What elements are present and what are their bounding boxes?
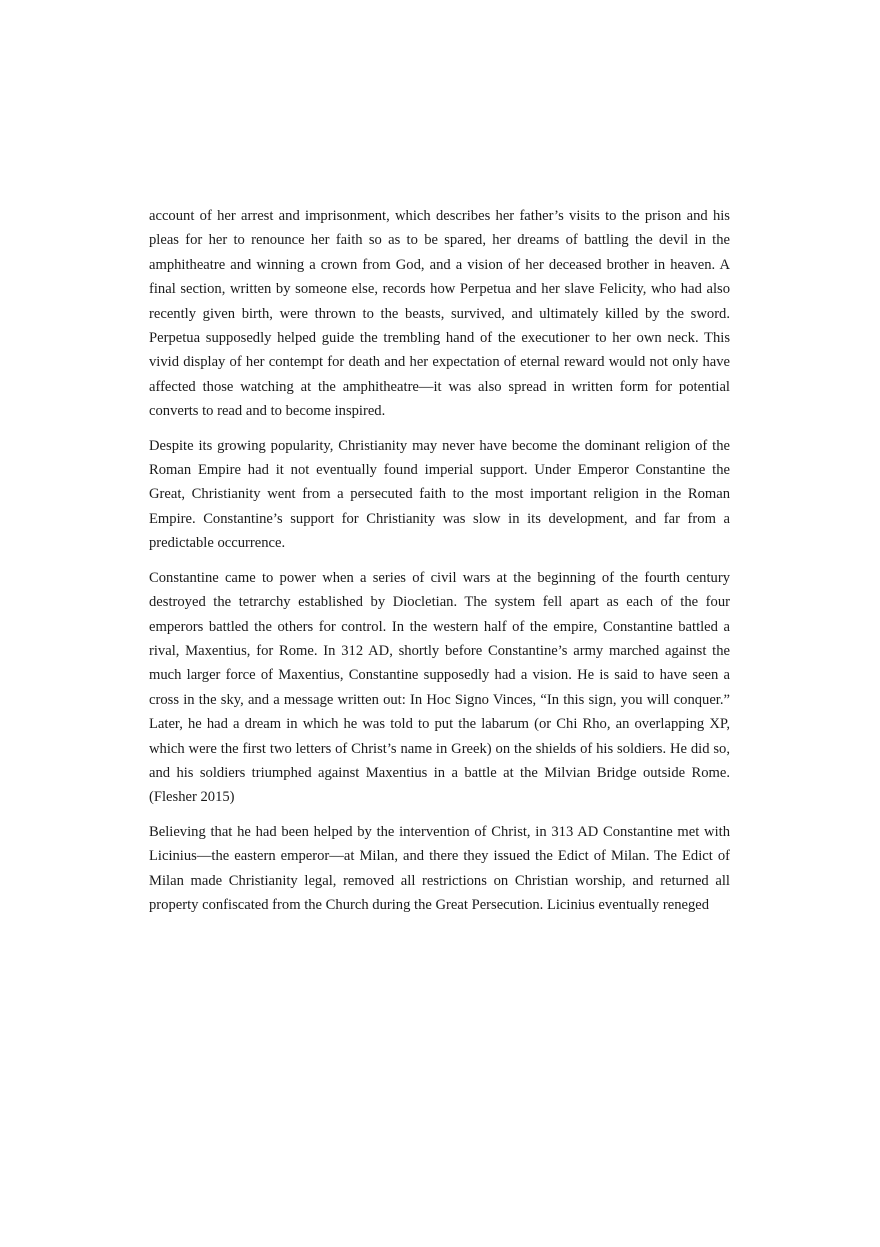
paragraph-edict-of-milan: Believing that he had been helped by the intervention of Christ, in 313 AD Constantine met with Licinius—the eastern emperor—at Milan, and there they issued the Edict of Milan. The Edict of Milan made Christianity legal, removed all restrictions on Christian worship, and returned all property confiscated from the Church during the Great Persecution. Licinius eventually reneged xyxy=(149,823,730,913)
paragraph-perpetua-account: account of her arrest and imprisonment, which describes her father’s visits to the prison and his pleas for her to renounce her faith so as to be spared, her dreams of battling the devil in the amphitheatre and winning a crown from God, and a vision of her deceased brother in heaven. A final section, written by someone else, records how Perpetua and her slave Felicity, who had also recently given birth, were thrown to the beasts, survived, and ultimately killed by the sword. Perpetua supposedly helped guide the trembling hand of the executioner to her own neck. This vivid display of her contempt for death and her expectation of eternal reward would not only have affected those watching at the amphitheatre—it was also spread in written form for potential converts to read and to become inspired. xyxy=(149,208,730,420)
paragraph-imperial-support: Despite its growing popularity, Christianity may never have become the dominant religion of the Roman Empire had it not eventually found imperial support. Under Emperor Constantine the Great, Christianity went from a persecuted faith to the most important religion in the Roman Empire. Constantine’s support for Christianity was slow in its development, and far from a predictable occurrence. xyxy=(149,437,730,552)
document-body xyxy=(149,204,730,917)
paragraph-constantine-vision: Constantine came to power when a series of civil wars at the beginning of the fourth century destroyed the tetrarchy established by Diocletian. The system fell apart as each of the four emperors battled the others for control. In the western half of the empire, Constantine battled a rival, Maxentius, for Rome. In 312 AD, shortly before Constantine’s army marched against the much larger force of Maxentius, Constantine supposedly had a vision. He is said to have seen a cross in the sky, and a message written out: In Hoc Signo Vinces, “In this sign, you will conquer.” Later, he had a dream in which he was told to put the labarum (or Chi Rho, an overlapping XP, which were the first two letters of Christ’s name in Greek) on the shields of his soldiers. He did so, and his soldiers triumphed against Maxentius in a battle at the Milvian Bridge outside Rome. (Flesher 2015) xyxy=(149,569,730,806)
